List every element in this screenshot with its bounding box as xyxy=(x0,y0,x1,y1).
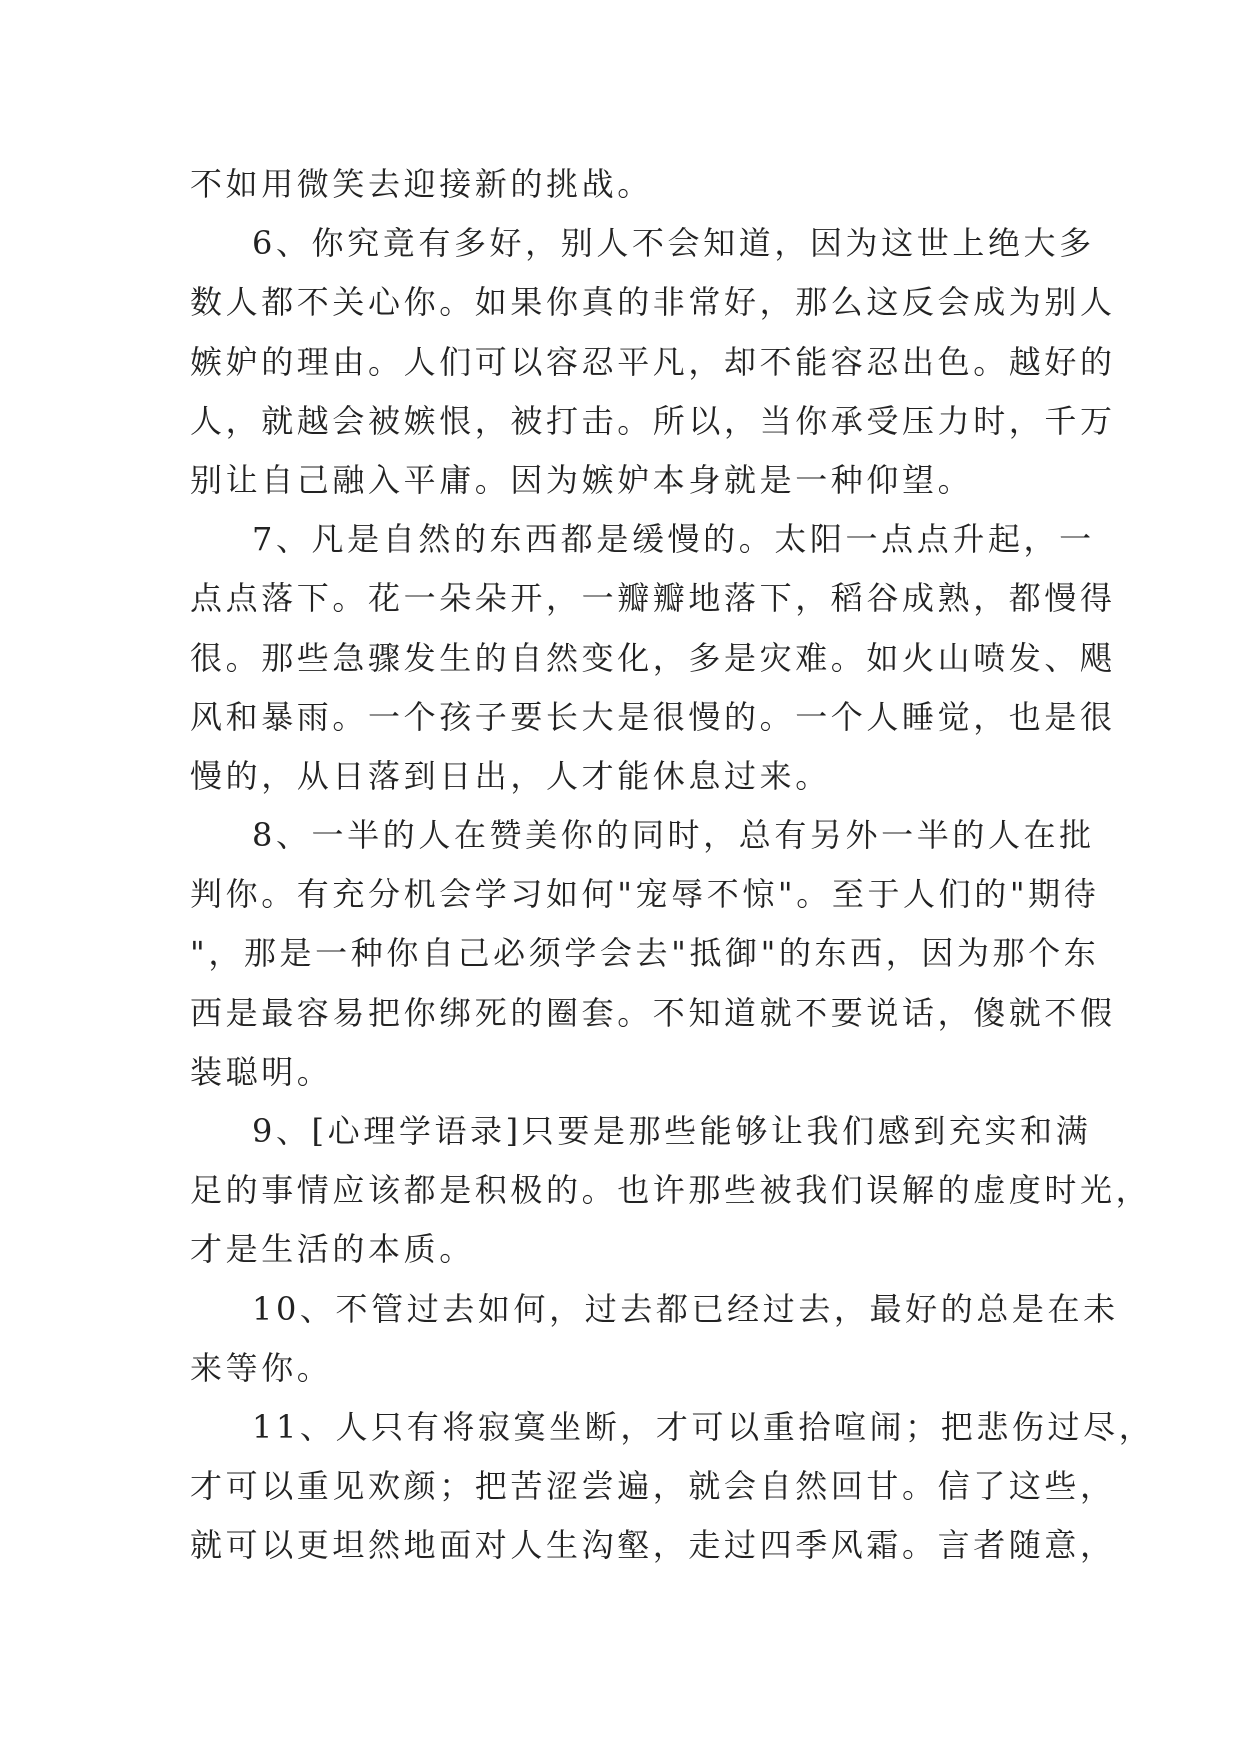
text-line: 才可以重见欢颜；把苦涩尝遍，就会自然回甘。信了这些， xyxy=(190,1467,1116,1506)
text-line: 不如用微笑去迎接新的挑战。 xyxy=(190,165,653,203)
text-line: 11、人只有将寂寞坐断，才可以重拾喧闹；把悲伤过尽， xyxy=(252,1407,1155,1446)
paragraph-11 xyxy=(190,1398,1155,1576)
text-line: 10、不管过去如何，过去都已经过去，最好的总是在未 xyxy=(252,1289,1119,1328)
text-line: 装聪明。 xyxy=(190,1052,333,1091)
text-line: 数人都不关心你。如果你真的非常好，那么这反会成为别人 xyxy=(190,283,1116,322)
text-line: 判你。有充分机会学习如何"宠辱不惊"。至于人们的"期待 xyxy=(190,875,1100,914)
text-line: 别让自己融入平庸。因为嫉妒本身就是一种仰望。 xyxy=(190,460,974,499)
text-line: 来等你。 xyxy=(190,1348,333,1387)
paragraph-9 xyxy=(190,1102,1152,1280)
text-line: 西是最容易把你绑死的圈套。不知道就不要说话，傻就不假 xyxy=(190,993,1116,1032)
text-line: 点点落下。花一朵朵开，一瓣瓣地落下，稻谷成熟，都慢得 xyxy=(190,579,1116,618)
text-line: 就可以更坦然地面对人生沟壑，走过四季风霜。言者随意， xyxy=(190,1526,1116,1565)
paragraph-10 xyxy=(190,1280,1119,1398)
document-body xyxy=(190,155,1155,1576)
text-line: 很。那些急骤发生的自然变化，多是灾难。如火山喷发、飓 xyxy=(190,638,1116,677)
paragraph-6 xyxy=(190,214,1116,510)
text-line: 6、你究竟有多好，别人不会知道，因为这世上绝大多 xyxy=(252,224,1095,263)
text-line: 才是生活的本质。 xyxy=(190,1230,475,1269)
text-line: 风和暴雨。一个孩子要长大是很慢的。一个人睡觉，也是很 xyxy=(190,697,1116,736)
text-line: 足的事情应该都是积极的。也许那些被我们误解的虚度时光， xyxy=(190,1171,1152,1210)
text-line: "，那是一种你自己必须学会去"抵御"的东西，因为那个东 xyxy=(190,934,1100,973)
text-line: 人，就越会被嫉恨，被打击。所以，当你承受压力时，千万 xyxy=(190,401,1116,440)
paragraph-5-end xyxy=(190,155,1050,214)
text-line: 嫉妒的理由。人们可以容忍平凡，却不能容忍出色。越好的 xyxy=(190,342,1116,381)
paragraph-7 xyxy=(190,510,1116,806)
text-line: 8、一半的人在赞美你的同时，总有另外一半的人在批 xyxy=(252,816,1095,855)
text-line: 9、[心理学语录]只要是那些能够让我们感到充实和满 xyxy=(252,1112,1092,1150)
text-line: 慢的，从日落到日出，人才能休息过来。 xyxy=(190,756,831,795)
text-line: 7、凡是自然的东西都是缓慢的。太阳一点点升起，一 xyxy=(252,520,1095,559)
paragraph-8 xyxy=(190,806,1116,1102)
